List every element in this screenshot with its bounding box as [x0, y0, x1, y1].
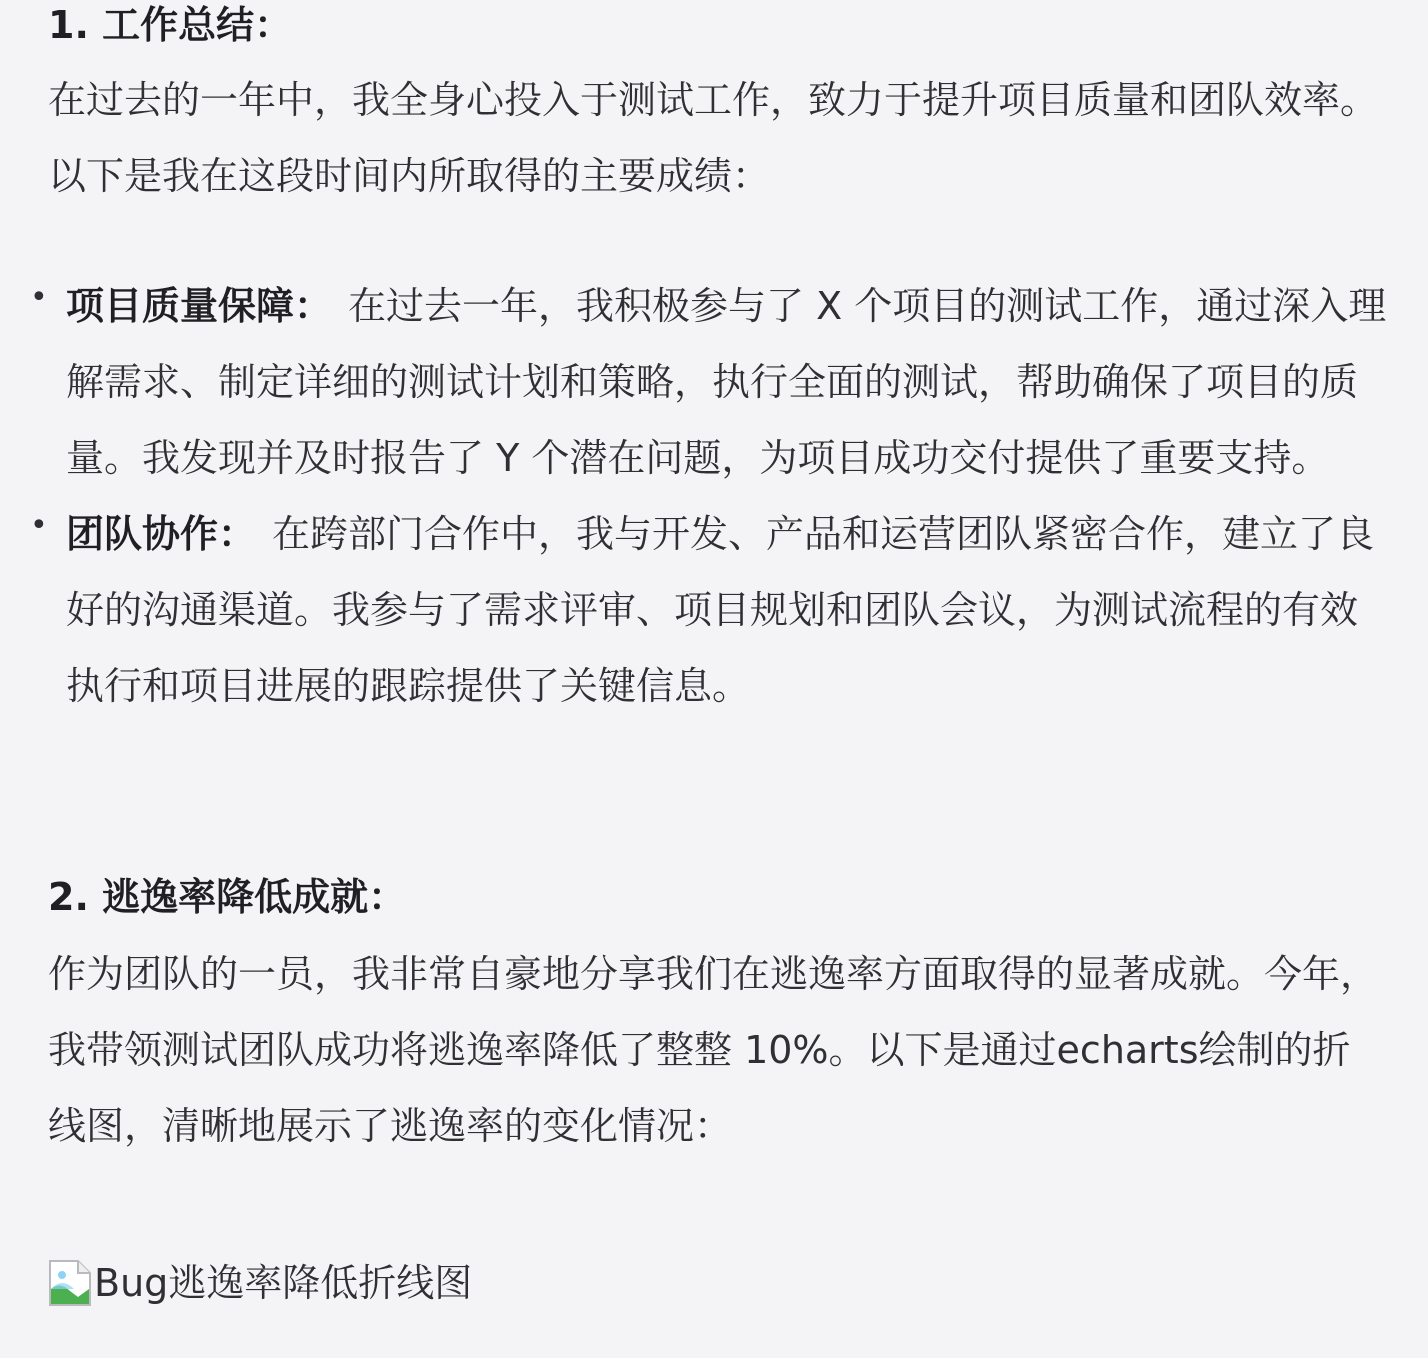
chart-image-placeholder: [48, 1248, 472, 1318]
section-1-heading: 1. 工作总结：: [48, 3, 293, 47]
list-item: [30, 268, 1388, 496]
list-item: [30, 496, 1388, 724]
section-2-heading: 2. 逃逸率降低成就：: [48, 875, 407, 919]
bullet-title: 项目质量保障：: [66, 284, 333, 328]
bullet-text: 在跨部门合作中，我与开发、产品和运营团队紧密合作，建立了良好的沟通渠道。我参与了需求评审、项目规划和团队会议，为测试流程的有效执行和项目进展的跟踪提供了关键信息。: [66, 512, 1375, 708]
broken-image-icon: [48, 1259, 92, 1307]
section-2-intro: 作为团队的一员，我非常自豪地分享我们在逃逸率方面取得的显著成就。今年，我带领测试团队成功将逃逸率降低了整整 10%。以下是通过echarts绘制的折线图，清晰地展示了逃逸率的变化情况：: [48, 952, 1379, 1148]
bullet-title: 团队协作：: [66, 512, 257, 556]
achievement-list: [30, 268, 1388, 724]
bullet-text: 在过去一年，我积极参与了 X 个项目的测试工作，通过深入理解需求、制定详细的测试计划和策略，执行全面的测试，帮助确保了项目的质量。我发现并及时报告了 Y 个潜在问题，为项目成功交付提供了重要支持。: [66, 284, 1387, 480]
bullet-dot-icon: •: [30, 508, 48, 543]
section-1-intro: 在过去的一年中，我全身心投入于测试工作，致力于提升项目质量和团队效率。以下是我在这段时间内所取得的主要成绩：: [48, 78, 1379, 198]
bullet-dot-icon: •: [30, 280, 48, 315]
image-alt-text: Bug逃逸率降低折线图: [94, 1261, 473, 1305]
